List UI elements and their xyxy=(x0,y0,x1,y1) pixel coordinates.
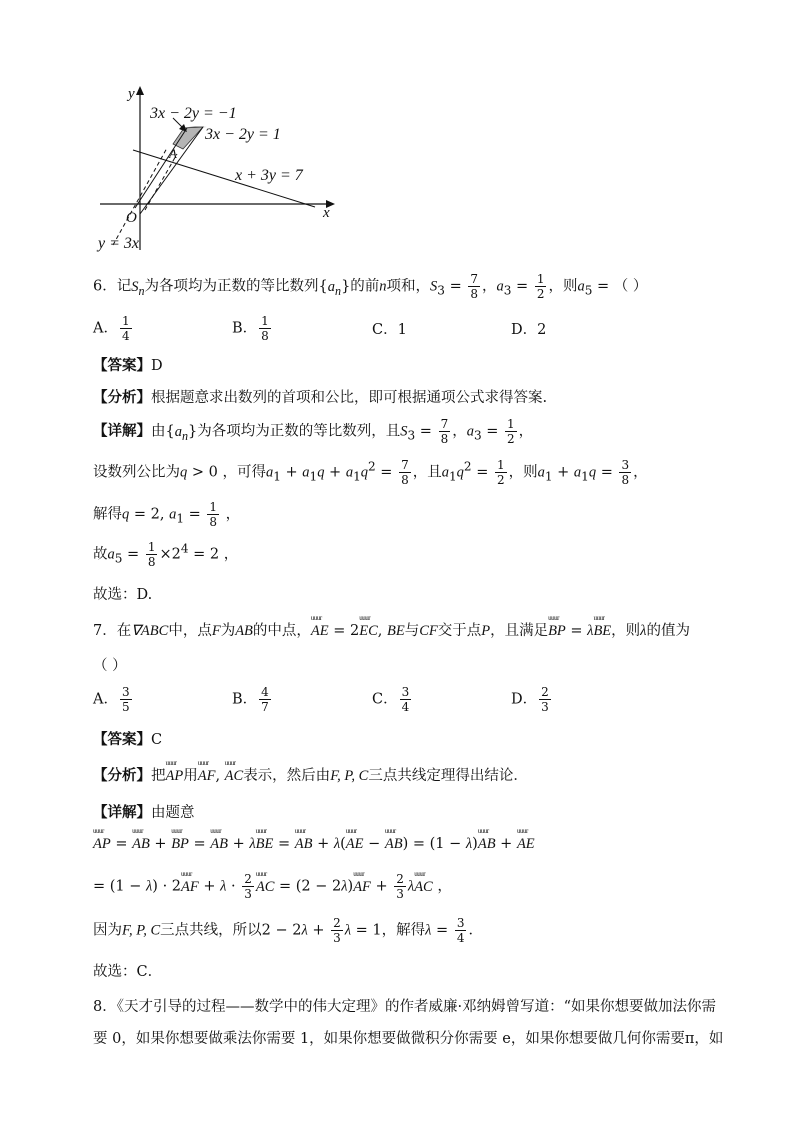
q7-paren: （ ） xyxy=(93,658,127,674)
q7-analysis: 【分析】把uuur AP用uuur AF, uuur AC表示，然后由F, P, C三点共线定理得出结论． xyxy=(93,764,528,785)
y-axis-arrow xyxy=(136,86,144,95)
q7-stem: 7．在∇ABC中，点F为AB的中点，uuur AE = 2uuur EC, BE与CF交于点P，且满足uuur BP = λuuur BE，则λ的值为 xyxy=(93,619,690,640)
q7-detail: 【详解】由题意 xyxy=(93,804,195,821)
line-3x-2y-neg1 xyxy=(135,128,187,208)
label-line4: y = 3x xyxy=(98,235,139,252)
q7-final: 故选：C． xyxy=(93,964,163,980)
q6-analysis: 【分析】根据题意求出数列的首项和公比，即可根据通项公式求得答案. xyxy=(93,389,548,406)
line-3x-2y-1 xyxy=(140,127,203,214)
label-a: A xyxy=(169,146,177,161)
q6-detail-1: 【详解】由$\{a_n\}$为各项均为正数的等比数列，且$S_3$ = $\frac{7}{8}$ ，$a_3$ = $\frac{1}{2}$ ， xyxy=(93,417,534,446)
label-line1: 3x − 2y = −1 xyxy=(150,105,237,122)
q7-option-c[interactable]: C． $\frac{3}{4}$ xyxy=(372,685,410,714)
q6-option-a[interactable]: A． $\frac{1}{4}$ xyxy=(93,314,130,343)
q7-eq-2: = (1 − λ) · 2uuur AF + λ · $\frac{2}{3}$ uuur AC = (2 − 2λ)uuur AF + $\frac{2}{3}$ λuuur AC ， xyxy=(93,872,452,901)
label-line3: x + 3y = 7 xyxy=(235,167,303,184)
q8-line-1: 8．《天才引导的过程——数学中的伟大定理》的作者威廉·邓纳姆曾写道：“如果你想要做加法你需 xyxy=(93,999,716,1015)
q6-stem: 6．记$S_n$为各项均为正数的等比数列$\{a_n\}$的前n项和，$S_3$ = $\frac{7}{8}$ ，$a_3$ = $\frac{1}{2}$ ，则$a_5$ = （ ） xyxy=(93,272,648,301)
q6-detail-4: 故$a_5$ = $\frac{1}{8}$ $\times 2^4 = 2$ ， xyxy=(93,540,239,569)
label-line2: 3x − 2y = 1 xyxy=(205,126,281,143)
q6-answer: 【答案】D xyxy=(93,357,163,374)
q6-option-d[interactable]: D．2 xyxy=(511,322,547,338)
q8-line-2: 要 0，如果你想要做乘法你需要 1，如果你想要做微积分你需要 e，如果你想要做几何你需要π，如 xyxy=(93,1031,724,1047)
shaded-band xyxy=(173,127,203,149)
q7-because: 因为F, P, C三点共线，所以2 − 2λ + $\frac{2}{3}$ λ = 1，解得λ = $\frac{3}{4}$ ． xyxy=(93,916,483,945)
q6-detail-2: 设数列公比为q > 0 ，可得$a_1 + a_1q + a_1q^2$ = $\frac{7}{8}$ ，且$a_1q^2$ = $\frac{1}{2}$ ，则$a_1 + a_1q$ = $\frac{3}{8}$ ， xyxy=(93,458,648,487)
q6-final: 故选：D. xyxy=(93,587,153,603)
q7-answer: 【答案】C xyxy=(93,731,163,748)
q7-eq-1: uuur AP = uuur AB + uuur BP = uuur AB + λuuur BE = uuur AB + λ(uuur AE − uuur AB) = (1 − λ)uuur AB + uuur AE xyxy=(93,836,535,853)
linear-programming-figure xyxy=(95,80,345,255)
q7-option-a[interactable]: A． $\frac{3}{5}$ xyxy=(93,685,130,714)
label-y: y xyxy=(128,86,135,102)
label-o: O xyxy=(126,210,137,226)
label-x: x xyxy=(323,205,330,221)
q6-detail-3: 解得q = 2, $a_1$ = $\frac{1}{8}$ ， xyxy=(93,500,241,529)
q7-option-b[interactable]: B． $\frac{4}{7}$ xyxy=(232,685,269,714)
q6-option-b[interactable]: B． $\frac{1}{8}$ xyxy=(232,314,269,343)
q6-option-c[interactable]: C．1 xyxy=(372,322,407,338)
q7-option-d[interactable]: D． $\frac{2}{3}$ xyxy=(511,685,549,714)
